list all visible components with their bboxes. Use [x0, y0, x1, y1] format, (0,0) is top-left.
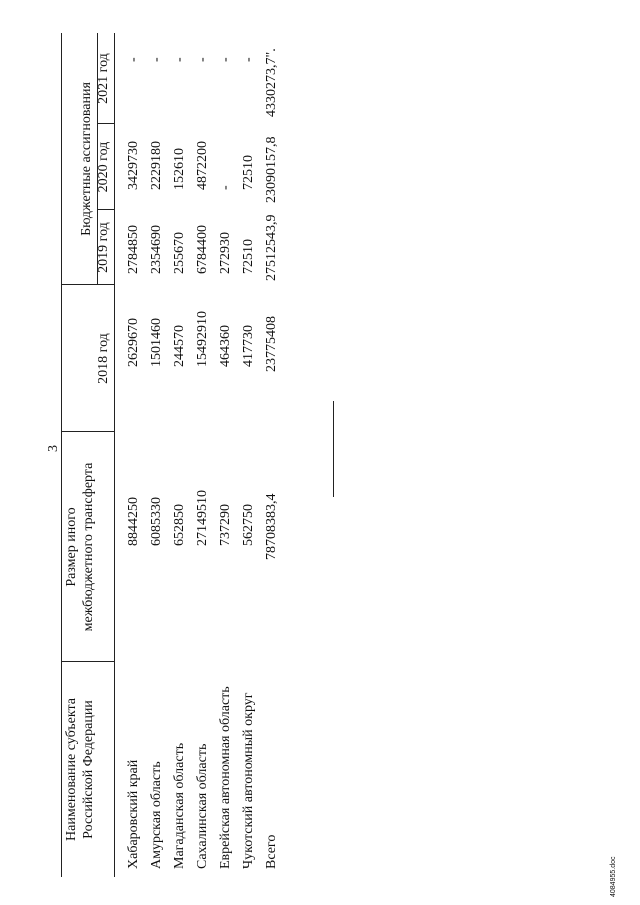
- row-2018: 23775408: [264, 316, 279, 372]
- row-2019: 6784400: [195, 225, 210, 274]
- row-2020: 72510: [241, 155, 256, 190]
- row-2020: 23090157,8: [264, 136, 279, 203]
- row-transfer: 562750: [241, 504, 256, 546]
- row-name: Сахалинская область: [195, 743, 210, 869]
- budget-table: [61, 33, 293, 877]
- row-2021: -: [149, 57, 164, 62]
- page-number: 3: [46, 445, 61, 452]
- row-2020: 4872200: [195, 141, 210, 190]
- row-transfer: 78708383,4: [264, 493, 279, 560]
- row-2019: 72510: [241, 239, 256, 274]
- row-transfer: 737290: [218, 504, 233, 546]
- row-2018: 244570: [172, 325, 187, 367]
- row-name: Магаданская область: [172, 742, 187, 869]
- header-budget-group: Бюджетные ассигнования: [79, 82, 94, 236]
- row-name: Амурская область: [149, 761, 164, 869]
- row-2019: 2784850: [126, 225, 141, 274]
- header-year-2020: 2020 год: [96, 141, 111, 193]
- row-2018: 1501460: [149, 318, 164, 367]
- row-name: Еврейская автономная область: [218, 686, 233, 869]
- row-2019: 255670: [172, 232, 187, 274]
- row-2021: -: [195, 57, 210, 62]
- row-transfer: 27149510: [195, 490, 210, 546]
- row-2018: 2629670: [126, 318, 141, 367]
- row-2021: 4330273,7".: [264, 48, 279, 117]
- row-2021: -: [126, 57, 141, 62]
- row-2019: 27512543,9: [264, 214, 279, 281]
- header-transfer-line1: Размер иного: [64, 507, 79, 587]
- row-transfer: 652850: [172, 504, 187, 546]
- row-2020: 2229180: [149, 141, 164, 190]
- row-2020: -: [218, 185, 233, 190]
- row-name: Чукотский автономный округ: [241, 692, 256, 869]
- row-name: Хабаровский край: [126, 759, 141, 869]
- row-transfer: 6085330: [149, 497, 164, 546]
- row-2018: 15492910: [195, 311, 210, 367]
- row-2020: 3429730: [126, 141, 141, 190]
- document-code: 4084955.doc: [610, 856, 617, 897]
- table-top-rule: [61, 33, 62, 877]
- row-transfer: 8844250: [126, 497, 141, 546]
- closing-separator-line: [333, 401, 334, 497]
- row-2021: -: [241, 57, 256, 62]
- header-bottom-rule: [114, 33, 115, 877]
- row-2018: 464360: [218, 325, 233, 367]
- header-year-2018: 2018 год: [96, 333, 111, 384]
- header-year-2019: 2019 год: [96, 222, 111, 273]
- header-transfer-line2: межбюджетного трансферта: [81, 462, 96, 632]
- row-2019: 272930: [218, 232, 233, 274]
- row-name: Всего: [264, 834, 279, 869]
- header-name-line2: Российской Федерации: [81, 700, 96, 839]
- header-name-line1: Наименование субъекта: [64, 698, 79, 841]
- header-year-2021: 2021 год: [96, 53, 111, 104]
- row-2018: 417730: [241, 325, 256, 367]
- row-2019: 2354690: [149, 225, 164, 274]
- row-2021: -: [218, 57, 233, 62]
- row-2020: 152610: [172, 148, 187, 190]
- row-2021: -: [172, 57, 187, 62]
